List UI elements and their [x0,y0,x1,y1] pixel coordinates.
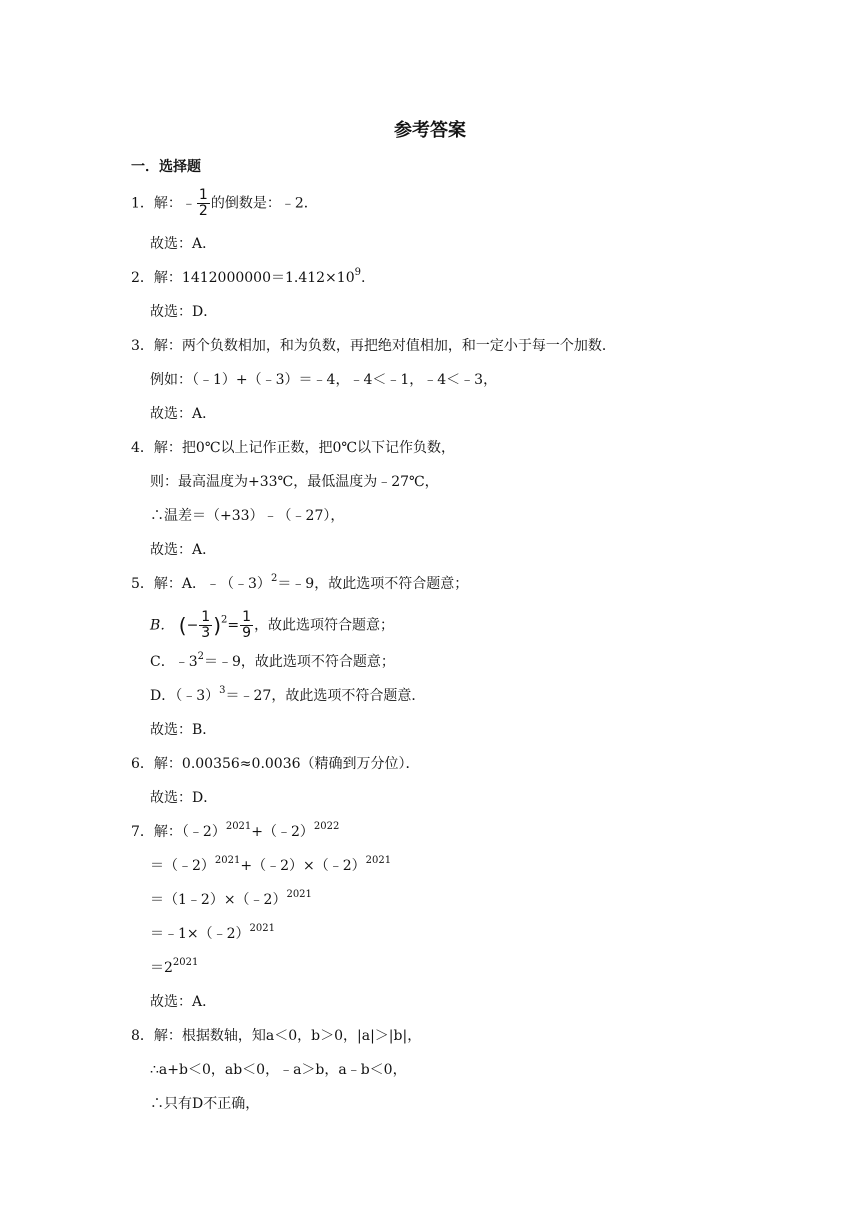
q7-l1-exp: 2021 [225,821,252,832]
q4-choice: 故选：A． [150,542,217,558]
q7-l2-exp2: 2021 [365,855,392,866]
q5-b-paren-open: ( [178,613,187,638]
q7-l1-exp2: 2022 [313,821,340,832]
q7-l1-b: +（﹣2） [251,824,314,840]
section-heading: 一．选择题 [131,159,201,175]
q7-line-5 [150,958,198,978]
q1-frac-num: 1 [198,187,208,203]
q7-line-1 [131,822,339,842]
q7-l5-exp: 2021 [172,957,199,968]
q3-line-1: 3．解：两个负数相加，和为负数，再把绝对值相加，和一定小于每一个加数． [131,338,616,354]
q7-l4-exp: 2021 [249,923,275,934]
q5-a-exponent: 2 [270,573,278,584]
q7-l2-b: +（﹣2）×（﹣2） [240,858,366,874]
page-title: 参考答案 [394,120,466,141]
q7-line-4 [150,924,275,944]
q7-l5-a: ＝2 [150,960,173,976]
q2-choice: 故选：D． [150,304,218,320]
q8-line-1: 8．解：根据数轴，知a＜0，b＞0，|a|＞|b|， [131,1028,422,1044]
q5-b-tail: ，故此选项符合题意； [254,617,395,634]
q6-choice: 故选：D． [150,790,218,806]
q5-b-frac-num: 1 [201,609,211,625]
q5-c-exponent: 2 [197,651,204,662]
q5-b-frac-den: 3 [201,625,211,641]
q2-text-a: 2．解：1412000000＝1.412×10 [131,270,355,286]
q5-choice: 故选：B． [150,722,217,738]
q7-l3-exp: 2021 [286,889,312,900]
q7-l1-a: 7．解：（﹣2） [131,824,226,840]
q5-a-text-2: ＝﹣9，故此选项不符合题意； [277,576,469,592]
q5-d-exponent: 3 [219,685,226,696]
q5-b-minus: − [186,617,199,634]
q3-choice: 故选：A． [150,406,217,422]
q6-line-1: 6．解：0.00356≈0.0036（精确到万分位）． [131,756,420,772]
q5-b-equals: = [227,617,240,634]
q7-choice: 故选：A． [150,994,217,1010]
q5-b-fraction [199,610,212,641]
q2-text-b: . [360,270,366,286]
q7-line-3 [150,890,312,910]
q1-text-a: 1．解：﹣ [131,195,196,212]
q7-l3-a: ＝（1﹣2）×（﹣2） [150,892,287,908]
q2-solution [131,268,365,288]
q1-solution [131,188,318,219]
q4-line-1: 4．解：把0℃以上记作正数，把0℃以下记作负数， [131,440,456,456]
q5-b-fraction-2 [240,610,253,641]
q7-l2-exp: 2021 [214,855,241,866]
q5-a-text-1: 5．解：A．﹣（﹣3） [131,576,271,592]
q5-c-text-2: ＝﹣9，故此选项不符合题意； [204,654,395,670]
q5-b-label: B． [150,617,175,634]
q5-option-b [150,610,394,641]
q5-b-frac2-den: 9 [242,625,252,641]
q8-line-2: ∴a+b＜0，ab＜0，﹣a＞b，a﹣b＜0， [150,1062,407,1078]
q4-line-2: 则：最高温度为+33℃，最低温度为﹣27℃， [150,474,439,490]
q1-text-b: 的倒数是：﹣2． [210,195,318,212]
q1-fraction [197,188,210,219]
q7-l2-a: ＝（﹣2） [150,858,215,874]
q5-b-paren-close: ) [213,613,222,638]
q1-choice: 故选：A． [150,236,217,252]
q2-exponent: 9 [354,267,361,278]
q5-option-a [131,574,468,594]
q7-line-2 [150,856,391,876]
q5-d-text-1: D．（﹣3） [150,688,220,704]
q5-d-text-2: ＝﹣27，故此选项不符合题意． [225,688,426,704]
q4-line-3: ∴温差＝（+33）﹣（﹣27）， [150,508,345,524]
q5-b-exponent: 2 [221,614,228,626]
q5-b-frac2-num: 1 [242,609,252,625]
q5-c-text-1: C．﹣3 [150,654,198,670]
q8-line-3: ∴只有D不正确， [150,1096,260,1112]
q5-option-c [150,652,395,672]
q1-frac-den: 2 [198,203,208,219]
q7-l4-a: ＝﹣1×（﹣2） [150,926,250,942]
q3-line-2: 例如：（﹣1）+（﹣3）＝﹣4，﹣4＜﹣1，﹣4＜﹣3， [150,372,498,388]
q5-option-d [150,686,425,706]
